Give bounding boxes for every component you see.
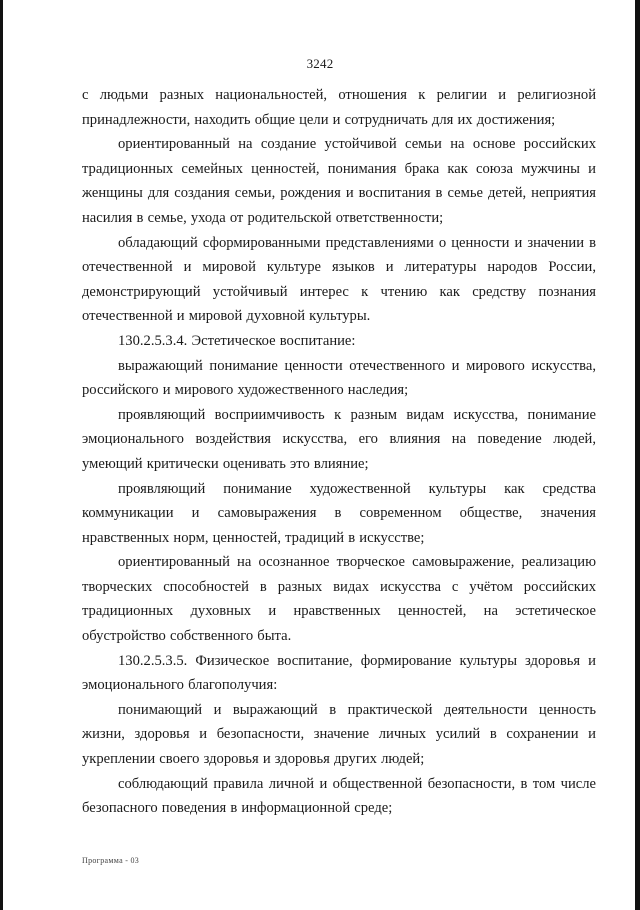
- paragraph: проявляющий понимание художественной культуры как средства коммуникации и самовыражения в современном обществе, значения нравственных норм, ценностей, традиций в искусстве;: [82, 480, 596, 546]
- section-heading: 130.2.5.3.4. Эстетическое воспитание:: [118, 332, 356, 349]
- paragraph: проявляющий восприимчивость к разным видам искусства, понимание эмоционального воздействия искусства, его влияния на поведение людей, умеющий критически оценивать это влияние;: [82, 406, 596, 472]
- scan-edge-left: [0, 0, 3, 910]
- paragraph: ориентированный на создание устойчивой семьи на основе российских традиционных семейных ценностей, понимания брака как союза мужчины и женщины для создания семьи, рождения и воспитания в семье детей, неприятия насилия в семье, ухода от родительской ответственности;: [82, 136, 596, 226]
- paragraph: с людьми разных национальностей, отношения к религии и религиозной принадлежности, находить общие цели и сотрудничать для их достижения;: [82, 87, 596, 128]
- scan-edge-right: [635, 0, 640, 910]
- page-number: 3242: [306, 56, 334, 71]
- paragraph: выражающий понимание ценности отечественного и мирового искусства, российского и мирового художественного наследия;: [82, 357, 596, 399]
- paragraph: соблюдающий правила личной и общественной безопасности, в том числе безопасного поведения в информационной среде;: [82, 775, 596, 817]
- paragraph: понимающий и выражающий в практической деятельности ценность жизни, здоровья и безопасности, значение личных усилий в сохранении и укреплении своего здоровья и здоровья других людей;: [82, 701, 596, 768]
- paragraph: ориентированный на осознанное творческое самовыражение, реализацию творческих способностей в разных видах искусства с учётом российских традиционных духовных и нравственных ценностей, на эстетическое обустройство собственного быта.: [82, 554, 596, 645]
- footer-note: Программа - 03: [82, 856, 140, 865]
- paragraph: обладающий сформированными представлениями о ценности и значении в отечественной и мировой культуре языков и литературы народов России, демонстрирующий устойчивый интерес к чтению как средству познания отечественной и мировой духовной культуры.: [82, 234, 596, 325]
- document-body: [82, 83, 596, 821]
- section-heading: 130.2.5.3.5. Физическое воспитание, формирование культуры здоровья и эмоционального благополучия:: [82, 652, 596, 694]
